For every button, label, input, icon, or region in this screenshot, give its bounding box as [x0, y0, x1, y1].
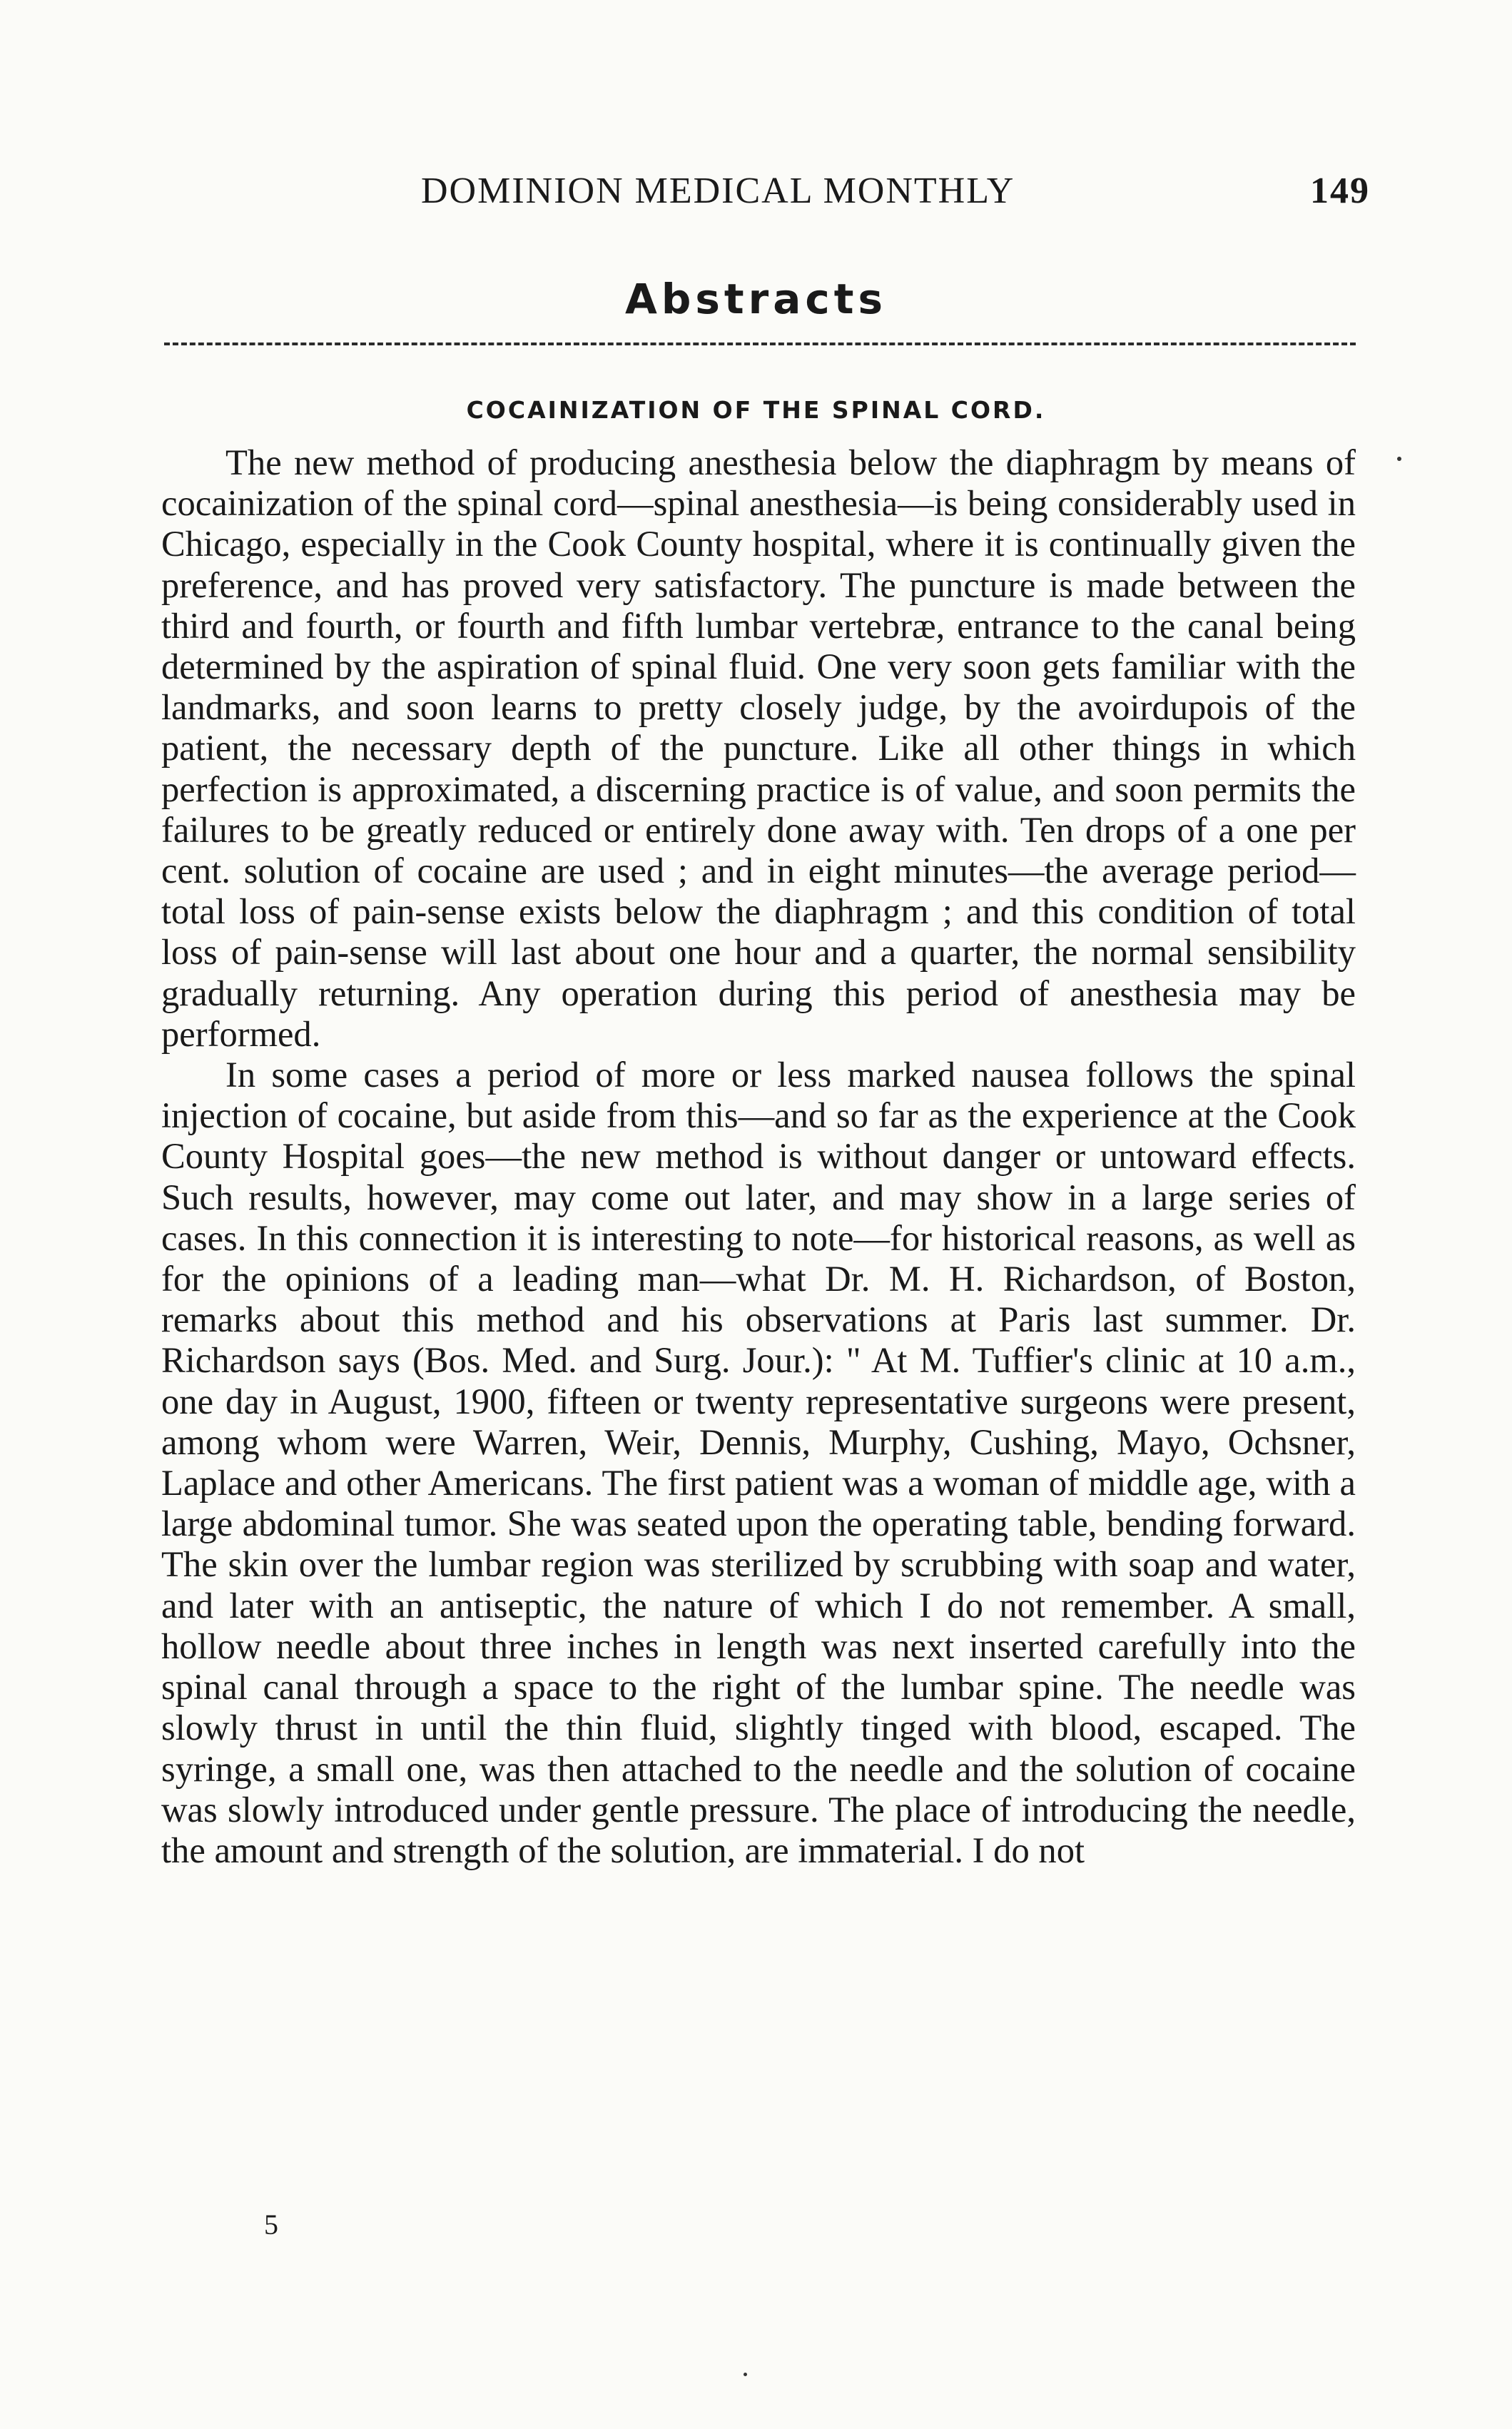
paragraph: In some cases a period of more or less marked nausea follows the spinal injection of cocaine, but aside from this—and so far as the experience at the Cook County Hospital goes—the new method is without danger or untoward effects. Such results, however, may come out later, and may show in a large series of cases. In this connection it is interesting to note—for historical reasons, as well as for the opinions of a leading man—what Dr. M. H. Richardson, of Boston, remarks about this method and his observations at Paris last summer. Dr. Richardson says (Bos. Med. and Surg. Jour.): " At M. Tuffier's clinic at 10 a.m., one day in August, 1900, fifteen or twenty representative surgeons were present, among whom were Warren, Weir, Dennis, Murphy, Cushing, Mayo, Ochsner, Laplace and other Americans. The first patient was a woman of middle age, with a large abdominal tumor. She was seated upon the operating table, bending forward. The skin over the lumbar region was sterilized by scrubbing with soap and water, and later with an antiseptic, the nature of which I do not remember. A small, hollow needle about three inches in length was next inserted carefully into the spinal canal through a space to the right of the lumbar spine. The needle was slowly thrust in until the thin fluid, slightly tinged with blood, escaped. The syringe, a small one, was then attached to the needle and the solution of cocaine was slowly introduced under gentle pressure. The place of introducing the needle, the amount and strength of the solution, are immaterial. I do not: [161, 1055, 1356, 1870]
running-header: [421, 170, 1370, 220]
article-body: [161, 442, 1356, 1871]
paragraph: The new method of producing anesthesia below the diaphragm by means of cocainization of the spinal cord—spinal anesthesia—is being considerably used in Chicago, especially in the Cook County hospital, where it is continually given the preference, and has proved very satisfactory. The puncture is made between the third and fourth, or fourth and fifth lumbar vertebræ, entrance to the canal being determined by the aspiration of spinal fluid. One very soon gets familiar with the landmarks, and soon learns to pretty closely judge, by the avoirdupois of the patient, the necessary depth of the puncture. Like all other things in which perfection is approximated, a discerning practice is of value, and soon permits the failures to be greatly reduced or entirely done away with. Ten drops of a one per cent. solution of cocaine are used ; and in eight minutes—the average period—total loss of pain-sense exists below the diaphragm ; and this condition of total loss of pain-sense will last about one hour and a quarter, the normal sensibility gradually returning. Any operation during this period of anesthesia may be performed.: [161, 442, 1356, 1054]
print-speck: [744, 2373, 747, 2376]
article-heading: COCAINIZATION OF THE SPINAL CORD.: [466, 396, 1046, 424]
print-speck: [1397, 457, 1401, 461]
section-heading: Abstracts: [624, 275, 888, 323]
dashed-rule: [164, 343, 1356, 345]
page-number: 149: [1310, 171, 1370, 211]
journal-title: DOMINION MEDICAL MONTHLY: [421, 171, 1015, 211]
signature-mark: 5: [264, 2209, 278, 2241]
